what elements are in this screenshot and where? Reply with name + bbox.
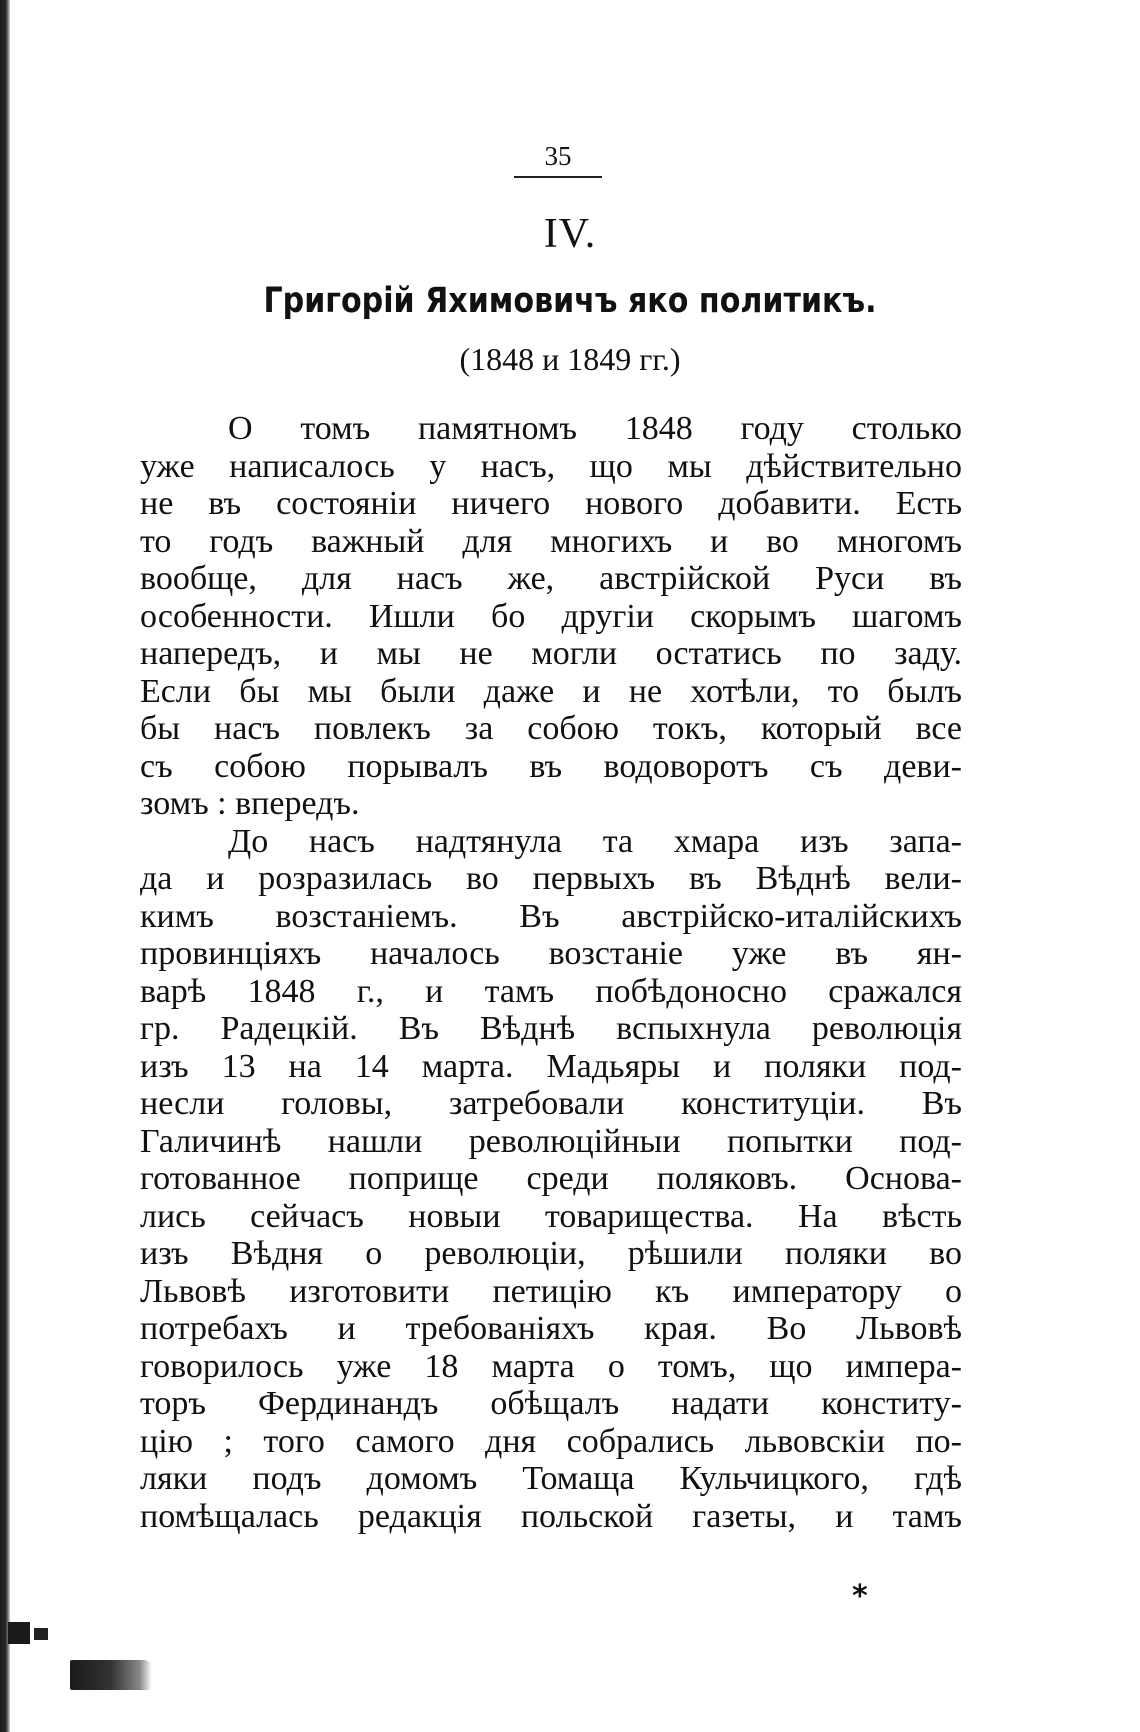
text-line: съ собою порывалъ въ водоворотъ съ деви-	[140, 747, 962, 785]
text-line: говорилось уже 18 марта о томъ, що импера-	[140, 1347, 962, 1385]
text-line: изъ Вѣдня о революціи, рѣшили поляки во	[140, 1235, 962, 1272]
chapter-number: IV.	[543, 211, 597, 257]
text-line: напередъ, и мы не могли остатись по заду.	[140, 635, 962, 672]
text-line: торъ Фердинандъ обѣщалъ надати конститу-	[140, 1385, 962, 1422]
text-line: зомъ : впередъ.	[140, 785, 360, 822]
text-line: О томъ памятномъ 1848 году столько	[228, 410, 962, 447]
text-line: то годъ важный для многихъ и во многомъ	[140, 522, 962, 560]
chapter-title: Григорій Яхимовичъ яко политикъ.	[263, 281, 877, 321]
text-line: До насъ надтянула та хмара изъ запа-	[228, 822, 962, 860]
text-line: Галичинѣ нашли революційныи попытки под-	[140, 1122, 962, 1160]
text-line: потребахъ и требованіяхъ края. Во Львовѣ	[140, 1310, 962, 1347]
text-line: лись сейчасъ новыи товарищества. На вѣсть	[140, 1197, 962, 1235]
text-line: бы насъ повлекъ за собою токъ, который все	[140, 710, 962, 747]
binding-edge	[0, 0, 10, 1732]
scan-artifact	[70, 1660, 152, 1690]
text-line: цію ; того самого дня собрались львовскіи по-	[140, 1422, 962, 1460]
body-text	[140, 410, 962, 1535]
text-line: провинціяхъ началось возстаніе уже въ ян-	[140, 935, 962, 972]
chapter-dates: (1848 и 1849 гг.)	[459, 341, 681, 377]
text-line: не въ состояніи ничего нового добавити. Есть	[140, 485, 962, 522]
text-line: особенности. Ишли бо другіи скорымъ шагомъ	[140, 597, 962, 635]
signature-mark: *	[852, 1579, 868, 1614]
text-line: несли головы, затребовали конституціи. Въ	[140, 1085, 962, 1122]
text-line: ляки подъ домомъ Томаща Кульчицкого, гдѣ	[140, 1460, 962, 1497]
page-number: 35	[514, 140, 602, 178]
text-line: помѣщалась редакція польской газеты, и тамъ	[140, 1497, 962, 1535]
scan-artifact	[8, 1622, 30, 1644]
text-line: Львовѣ изготовити петицію къ императору о	[140, 1272, 962, 1310]
scan-artifact	[34, 1628, 48, 1640]
text-line: изъ 13 на 14 марта. Мадьяры и поляки под-	[140, 1047, 962, 1085]
text-line: вообще, для насъ же, австрійской Руси въ	[140, 560, 962, 597]
text-line: Если бы мы были даже и не хотѣли, то былъ	[140, 672, 962, 710]
text-line: варѣ 1848 г., и тамъ побѣдоносно сражался	[140, 972, 962, 1010]
text-line: уже написалось у насъ, що мы дѣйствительно	[140, 447, 962, 485]
text-line: готованное поприще среди поляковъ. Основа-	[140, 1160, 962, 1197]
text-line: гр. Радецкій. Въ Вѣднѣ вспыхнула революція	[140, 1010, 962, 1047]
text-line: кимъ возстаніемъ. Въ австрійско-италійскихъ	[140, 897, 962, 935]
text-line: да и розразилась во первыхъ въ Вѣднѣ вели-	[140, 860, 962, 897]
